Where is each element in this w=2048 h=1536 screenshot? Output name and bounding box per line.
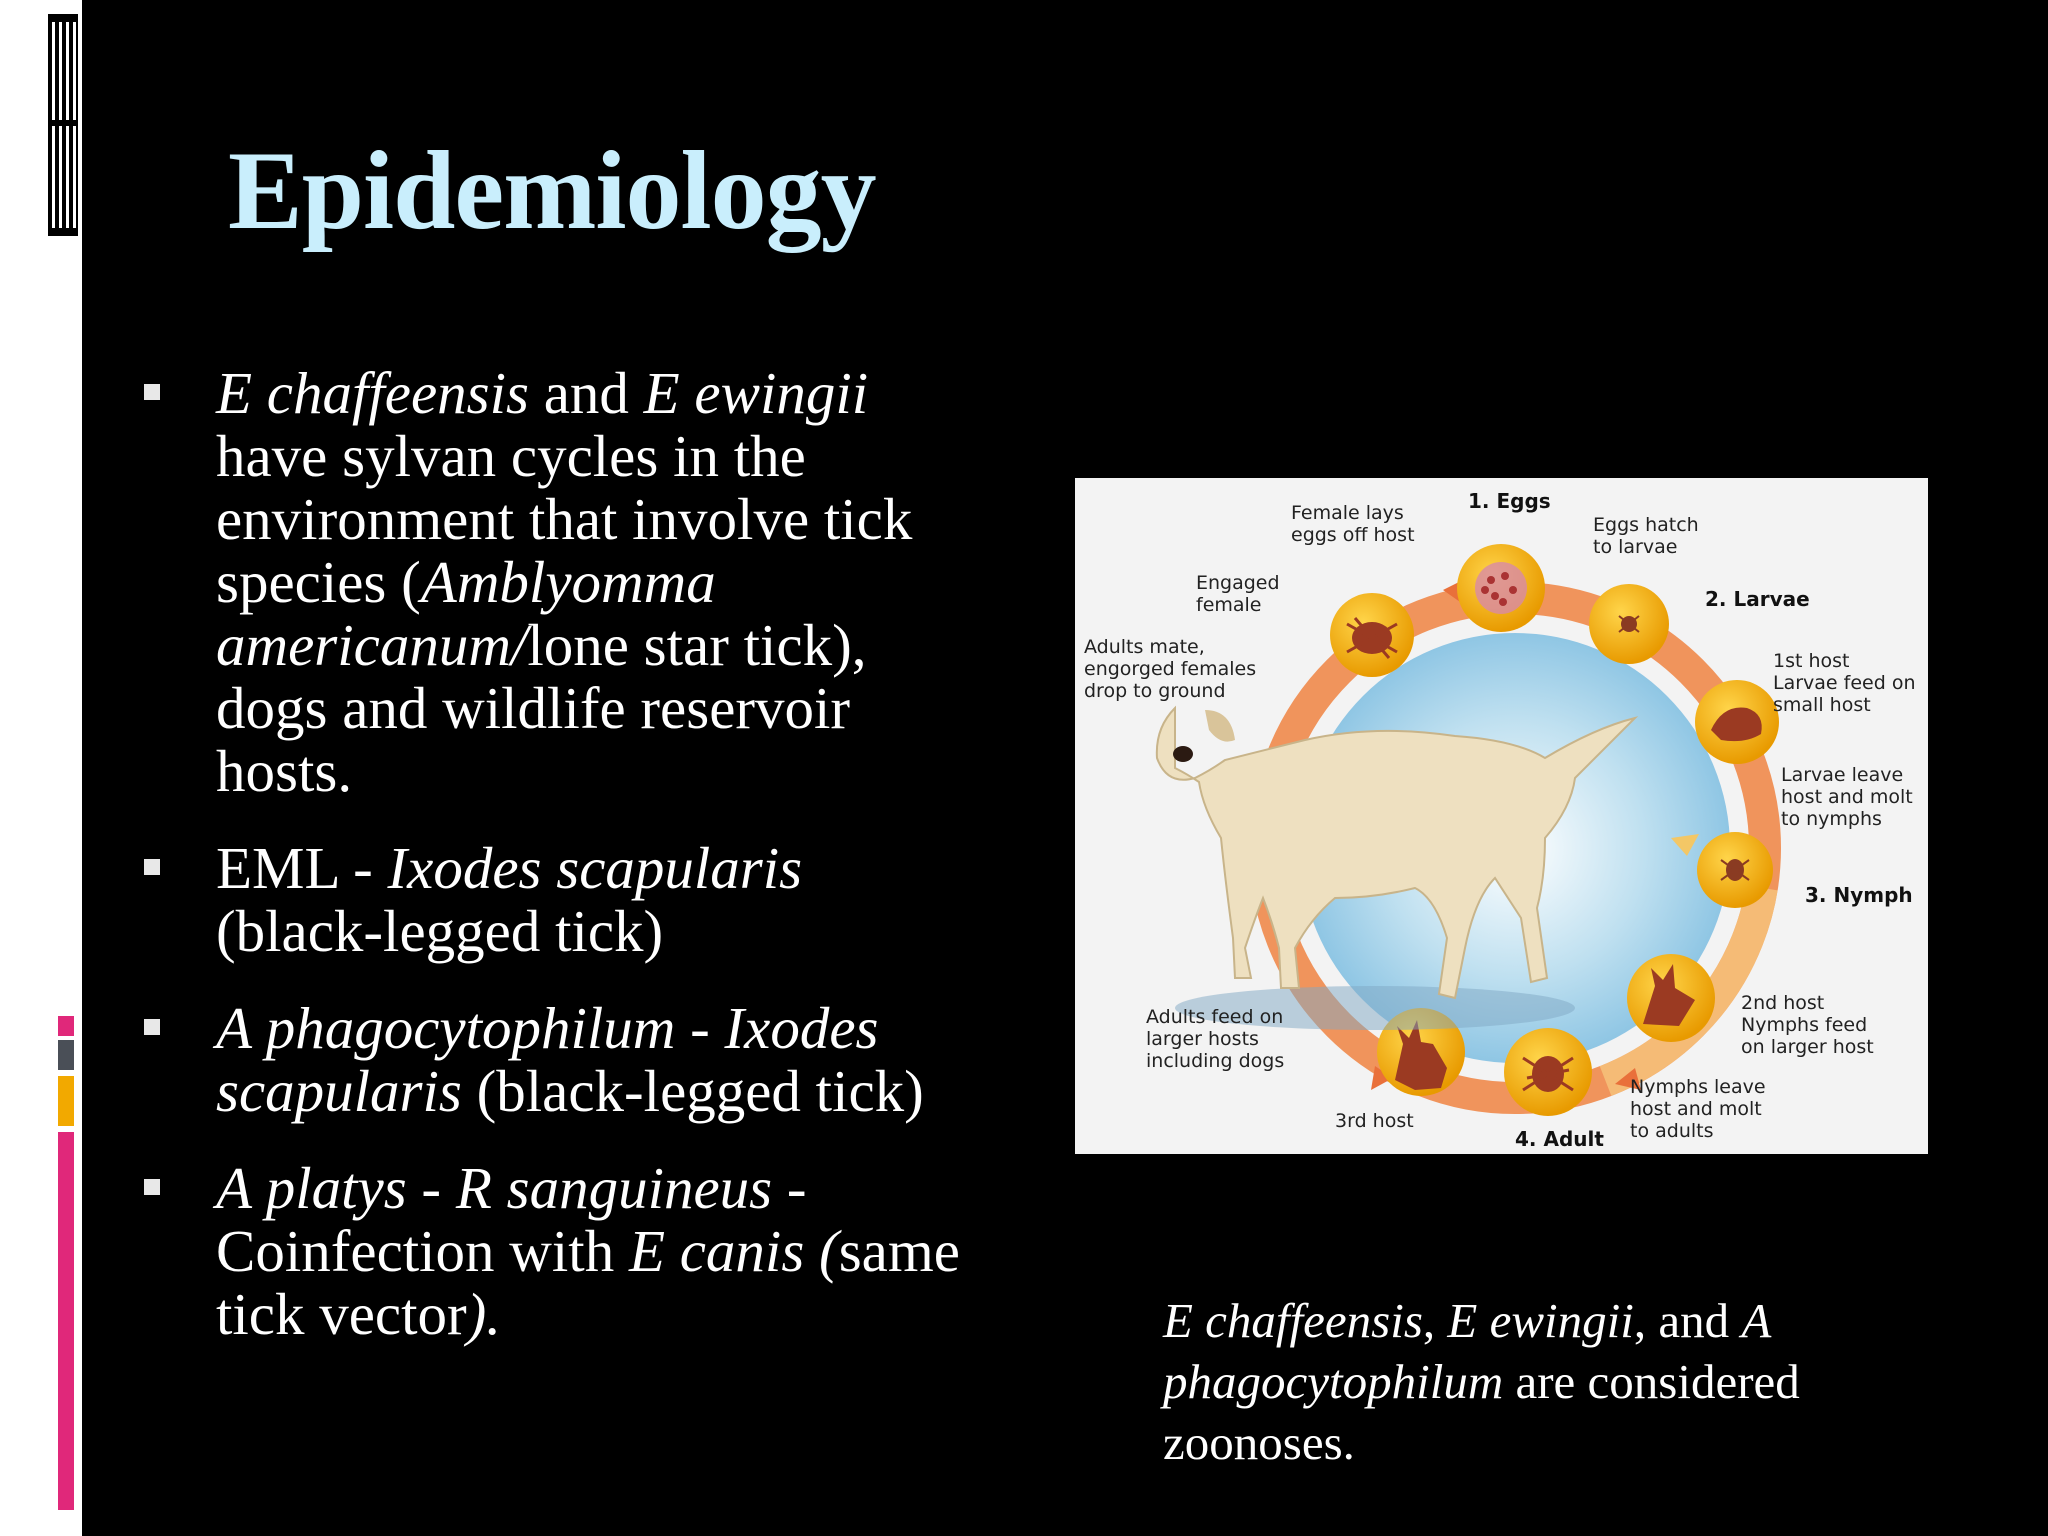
larger-host-badge-icon	[1627, 954, 1715, 1042]
label-first-host: 1st host Larvae feed on small host	[1773, 650, 1916, 716]
tick-lifecycle-figure	[1075, 478, 1928, 1154]
bullet-item	[140, 837, 970, 963]
adult-badge-icon	[1504, 1028, 1592, 1116]
bullet-text-run: A phagocytophilum - Ixodes scapularis	[216, 995, 879, 1124]
larvae-badge-icon	[1589, 584, 1669, 664]
label-nymphs-leave: Nymphs leave host and molt to adults	[1630, 1076, 1766, 1142]
bullet-text-run: have sylvan cycles in the environment that involve tick species (	[216, 423, 913, 615]
caption-text-run: ,	[1422, 1293, 1448, 1348]
bullet-text-run: E chaffeensis	[216, 360, 529, 426]
label-adult: 4. Adult	[1515, 1127, 1604, 1151]
accent-bar-gray	[58, 1040, 74, 1070]
label-eggs: 1. Eggs	[1468, 489, 1551, 513]
figure-caption	[1163, 1290, 1863, 1473]
nymph-badge-icon	[1697, 832, 1773, 908]
bullet-square-icon	[144, 859, 160, 875]
label-second-host: 2nd host Nymphs feed on larger host	[1741, 992, 1874, 1058]
label-female-lays: Female lays eggs off host	[1291, 502, 1415, 546]
eggs-badge-icon	[1457, 544, 1545, 632]
bullet-text-run: and	[528, 360, 644, 426]
bullet-text-run: EML -	[216, 835, 388, 901]
bullet-text-run: -	[406, 1155, 456, 1221]
accent-bar-pink-long	[58, 1132, 74, 1510]
bullet-item	[140, 1157, 970, 1346]
bullet-text-run: E canis	[628, 1218, 805, 1284]
bullet-text-run: (	[804, 1218, 839, 1284]
bullet-text-run: - Coinfection with	[216, 1155, 807, 1284]
bullet-square-icon	[144, 1019, 160, 1035]
label-larvae: 2. Larvae	[1705, 587, 1810, 611]
slide-title: Epidemiology	[228, 129, 876, 253]
bullet-text-run: ).	[466, 1281, 502, 1347]
bullet-item	[140, 362, 970, 803]
label-eggs-hatch: Eggs hatch to larvae	[1593, 514, 1699, 558]
engaged-female-badge-icon	[1330, 593, 1414, 677]
bullet-text-run: (black-legged tick)	[216, 898, 664, 964]
caption-text-run: E chaffeensis	[1163, 1293, 1423, 1348]
caption-text-run: E ewingii	[1447, 1293, 1634, 1348]
label-adults-feed: Adults feed on larger hosts including dogs	[1146, 1006, 1285, 1072]
label-larvae-leave: Larvae leave host and molt to nymphs	[1781, 764, 1913, 830]
caption-text-run: are considered zoonoses.	[1163, 1354, 1800, 1470]
accent-bar-orange	[58, 1076, 74, 1126]
bullet-text-run: (black-legged tick)	[461, 1058, 924, 1124]
accent-bar-pink-top	[58, 1016, 74, 1036]
label-third-host: 3rd host	[1335, 1110, 1414, 1132]
bullet-text-run: lone star tick), dogs and wildlife reservoir hosts.	[216, 612, 867, 804]
bullet-square-icon	[144, 1179, 160, 1195]
bullet-list	[140, 362, 970, 1380]
caption-text-run: , and	[1633, 1293, 1742, 1348]
label-nymph: 3. Nymph	[1805, 883, 1913, 907]
bullet-text-run: Amblyomma americanum/	[216, 549, 716, 678]
caption-text-run: A phagocytophilum	[1163, 1293, 1771, 1409]
decorative-bars-top	[48, 14, 78, 236]
label-engaged-female: Engaged female	[1196, 572, 1280, 616]
bullet-item	[140, 997, 970, 1123]
small-host-badge-icon	[1695, 680, 1779, 764]
label-adults-mate: Adults mate, engorged females drop to ground	[1084, 636, 1257, 702]
bullet-text-run: Ixodes scapularis	[387, 835, 803, 901]
bullet-text-run: same tick vector	[216, 1218, 960, 1347]
bullet-text-run: E ewingii	[643, 360, 869, 426]
bullet-text-run: A platys	[216, 1155, 407, 1221]
bullet-text-run: R sanguineus	[455, 1155, 773, 1221]
bullet-square-icon	[144, 384, 160, 400]
